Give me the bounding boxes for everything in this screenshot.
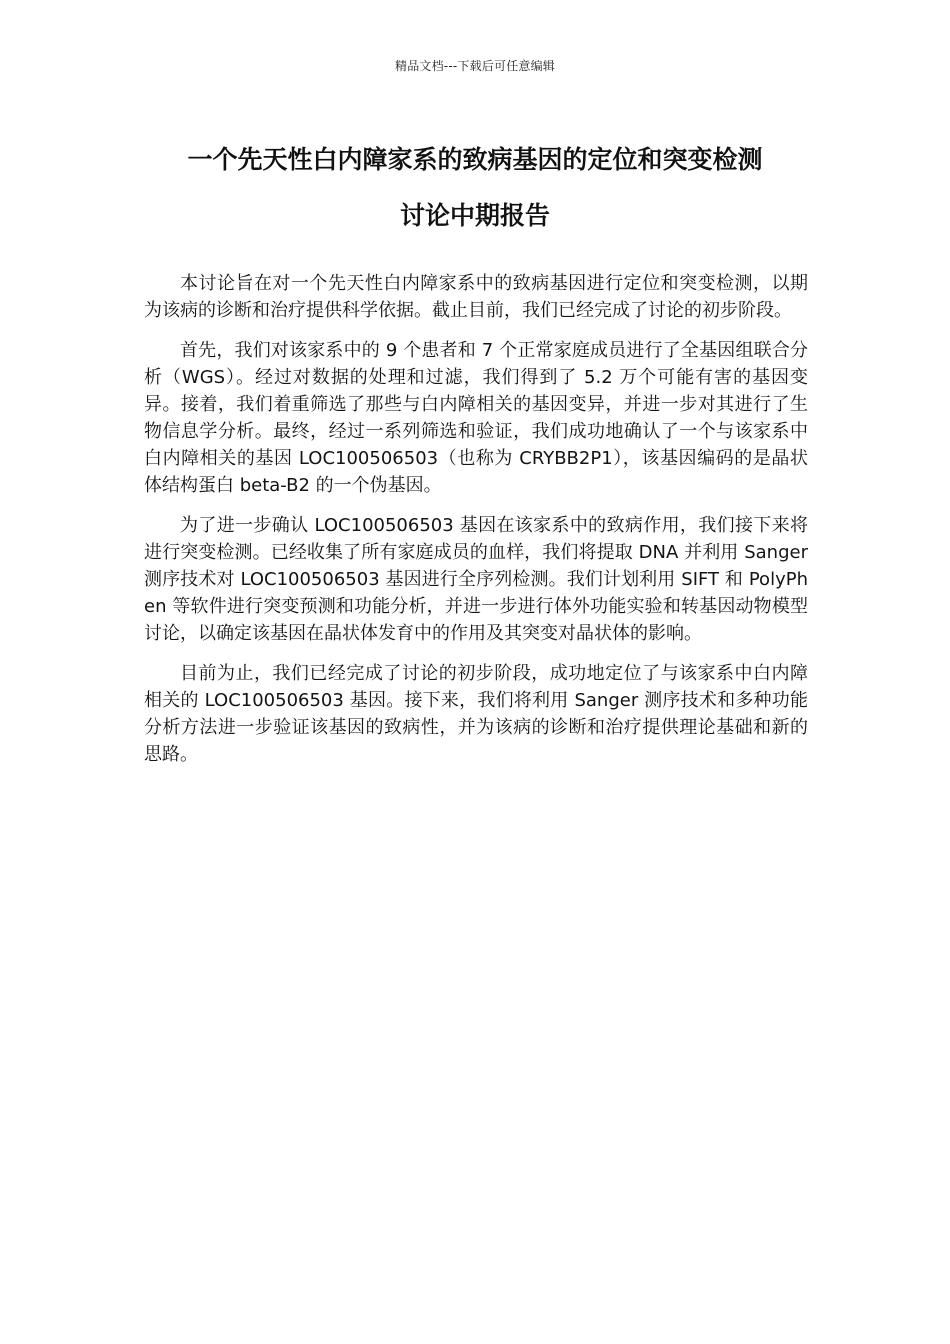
paragraph-2: 首先，我们对该家系中的 9 个患者和 7 个正常家庭成员进行了全基因组联合分析（WGS）。经过对数据的处理和过滤，我们得到了 5.2 万个可能有害的基因变异。接着，我们着重筛选了那些与白内障相关的基因变异，并进一步对其进行了生物信息学分析。最终，经过一系列筛选和验证，我们成功地确认了一个与该家系中白内障相关的基因 LOC100506503（也称为 CRYBB2P1），该基因编码的是晶状体结构蛋白 beta-B2 的一个伪基因。 xyxy=(144,340,808,496)
title-line-2: 讨论中期报告 xyxy=(399,201,550,230)
header-note: 精品文档---下载后可任意编辑 xyxy=(395,59,555,73)
paragraph-1: 本讨论旨在对一个先天性白内障家系中的致病基因进行定位和突变检测，以期为该病的诊断和治疗提供科学依据。截止目前，我们已经完成了讨论的初步阶段。 xyxy=(144,273,808,321)
paragraph-4: 目前为止，我们已经完成了讨论的初步阶段，成功地定位了与该家系中白内障相关的 LOC100506503 基因。接下来，我们将利用 Sanger 测序技术和多种功能分析方法进一步验证该基因的致病性，并为该病的诊断和治疗提供理论基础和新的思路。 xyxy=(144,663,808,765)
document-body xyxy=(144,270,808,781)
paragraph-3: 为了进一步确认 LOC100506503 基因在该家系中的致病作用，我们接下来将进行突变检测。已经收集了所有家庭成员的血样，我们将提取 DNA 并利用 Sanger 测序技术对 LOC100506503 基因进行全序列检测。我们计划利用 SIFT 和 PolyPhen 等软件进行突变预测和功能分析，并进一步进行体外功能实验和转基因动物模型讨论，以确定该基因在晶状体发育中的作用及其突变对晶状体的影响。 xyxy=(144,515,808,644)
document-title xyxy=(120,132,830,244)
title-line-1: 一个先天性白内障家系的致病基因的定位和突变检测 xyxy=(187,145,763,174)
